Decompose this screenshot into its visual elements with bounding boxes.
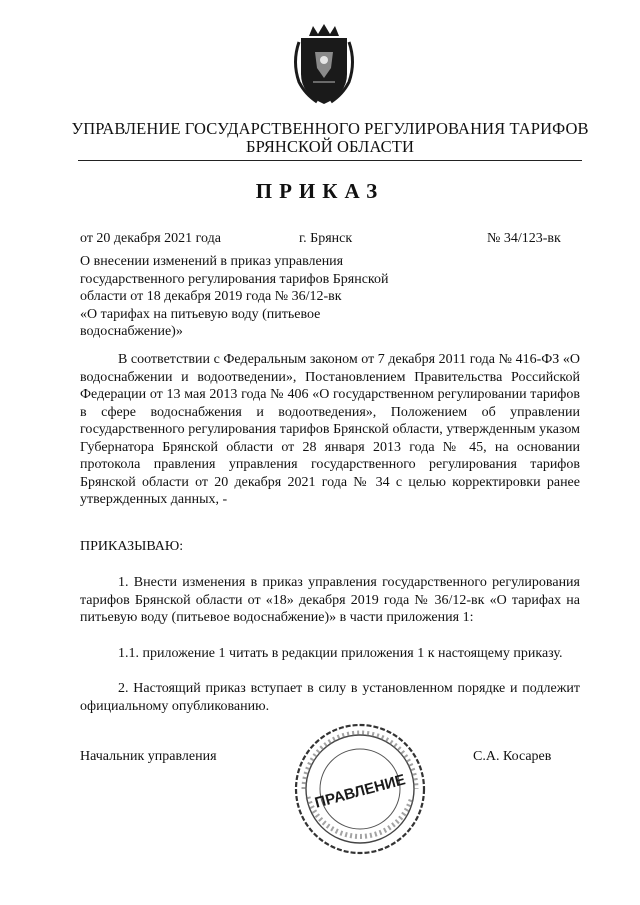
- order-heading: ПРИКАЗЫВАЮ:: [80, 539, 184, 554]
- document-number: № 34/123-вк: [487, 231, 561, 246]
- header-divider: [78, 160, 582, 161]
- order-item-1-1: 1.1. приложение 1 читать в редакции приложения 1 к настоящему приказу.: [118, 646, 563, 661]
- order-item-2: 2. Настоящий приказ вступает в силу в установленном порядке и подлежит официальному опубликованию.: [80, 681, 580, 714]
- official-stamp: [290, 719, 430, 859]
- agency-name-line1: УПРАВЛЕНИЕ ГОСУДАРСТВЕННОГО РЕГУЛИРОВАНИЯ ТАРИФОВ: [71, 119, 589, 138]
- order-item-1: 1. Внести изменения в приказ управления государственного регулирования тарифов Брянской области от «18» декабря 2019 года № 36/12-вк «О тарифах на питьевую воду (питьевое водоснабжение)» в части приложения 1:: [80, 575, 580, 625]
- subject-line: О внесении изменений в приказ управления: [80, 254, 344, 269]
- basis-paragraph: В соответствии с Федеральным законом от 7 декабря 2011 года № 416-ФЗ «О водоснабжении и водоотведении», Постановлением Правительства Российской Федерации от 13 мая 2013 года № 406 «О государственном регулировании тарифов в сфере водоснабжения и водоотведения», Положением об управлении государственного регулирования тарифов Брянской области, утвержденным указом Губернатора Брянской области от 28 января 2013 года № 45, на основании протокола правления управления государственного регулирования тарифов Брянской области от 20 декабря 2021 года № 34 с целью корректировки ранее утвержденных данных, -: [80, 352, 580, 507]
- document-type-title: ПРИКАЗ: [255, 179, 385, 203]
- signatory-position: Начальник управления: [80, 749, 217, 764]
- subject-line: государственного регулирования тарифов Брянской: [80, 271, 389, 287]
- document-subject: [80, 253, 410, 341]
- document-city: г. Брянск: [299, 231, 353, 246]
- subject-line: «О тарифах на питьевую воду (питьевое: [80, 306, 321, 322]
- subject-line: области от 18 декабря 2019 года № 36/12-вк: [80, 289, 342, 304]
- agency-name-line2: БРЯНСКОЙ ОБЛАСТИ: [246, 137, 414, 156]
- document-date: от 20 декабря 2021 года: [80, 231, 221, 246]
- subject-line: водоснабжение)»: [80, 324, 183, 339]
- coat-of-arms-emblem: [291, 22, 357, 108]
- stamp-center-text: ПРАВЛЕНИЕ: [313, 771, 408, 812]
- signatory-name: С.А. Косарев: [473, 749, 552, 764]
